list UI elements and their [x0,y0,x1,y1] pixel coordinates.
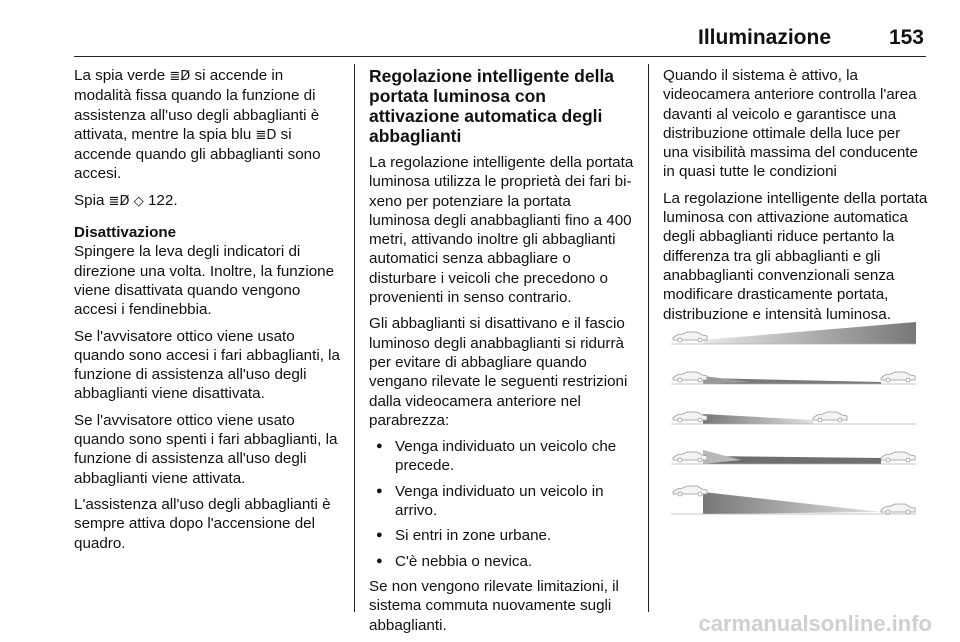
column-right [663,66,928,331]
column-middle [369,66,635,642]
section-heading: Regolazione intelligente della portata luminosa con attivazione automatica degli abbaglianti [369,66,615,146]
car-icon [673,372,707,382]
page-number: 153 [888,26,924,49]
high-beam-assist-icon: ≣D̸ [169,69,191,84]
car-icon [813,412,847,422]
watermark: carmanualsonline.info [698,611,932,636]
beam-scene-2 [671,372,916,384]
car-icon [881,452,915,462]
paragraph: Quando il sistema è attivo, la videocamera anteriore controlla l'area davanti al veicolo e garantisce una distribuzione ottimale della luce per una visibilità massima del conducente in quasi tutte le condizioni [663,67,918,181]
car-icon [881,504,915,514]
paragraph: Se l'avvisatore ottico viene usato quando sono spenti i fari abbaglianti, la funzione di assistenza all'uso degli abbaglianti viene attivata. [74,411,338,487]
subheading-disattivazione: Disattivazione [74,224,177,242]
page-header [74,26,926,57]
car-icon [673,452,707,462]
restrictions-list [369,437,635,571]
car-icon [673,332,707,342]
column-divider [648,64,649,612]
beam-scene-5 [671,486,916,514]
list-item: ● Venga individuato un veicolo in arrivo. [369,482,635,521]
beam-scene-1 [671,322,916,344]
beam-scene-3 [671,412,916,424]
car-icon [673,486,707,496]
paragraph: Gli abbaglianti si disattivano e il fascio luminoso degli anabbaglianti si ridurrà per evitare di abbagliare quando vengano rilevate le seguenti restrizioni dalla videocamera anteriore nel parabrezza: [369,315,628,429]
car-icon [673,412,707,422]
paragraph: L'assistenza all'uso degli abbaglianti è sempre attiva dopo l'accensione del quadro. [74,495,331,552]
page-reference-icon[interactable]: ◇ [133,193,144,209]
paragraph: La regolazione intelligente della portata luminosa con attivazione automatica degli abbaglianti riduce pertanto la differenza tra gli abbaglianti e gli anabbaglianti convenzionali senza modificare drasticamente portata, distribuzione e intensità luminosa. [663,189,928,323]
list-item: ● C'è nebbia o nevica. [369,552,635,571]
car-icon [881,372,915,382]
high-beam-assist-icon: ≣D̸ [108,193,130,209]
paragraph: Spingere la leva degli indicatori di direzione una volta. Inoltre, la funzione viene disattivata quando vengono accesi i fendinebbia. [74,243,335,319]
paragraph: La regolazione intelligente della portata luminosa utilizza le proprietà dei fari bi-xeno per potenziare la portata luminosa degli anabbaglianti fino a 400 metri, attivando inoltre gli abbaglianti automatici senza abbagliare o disturbare i veicoli che precedono o provenienti in senso contrario. [369,154,634,307]
high-beam-icon: ≣D [255,127,277,143]
chapter-title: Illuminazione [697,26,831,49]
beam-illustration [671,316,926,526]
column-left [74,66,342,560]
list-item: ● Si entri in zone urbane. [369,526,635,545]
paragraph-reference: Spia ≣D̸ ◇ 122. [74,191,178,209]
list-item: ● Venga individuato un veicolo che precede. [369,437,635,476]
paragraph: Se non vengono rilevate limitazioni, il sistema commuta nuovamente sugli abbaglianti. [369,577,619,634]
column-divider [354,64,355,612]
paragraph-indicator: La spia verde ≣D̸ si accende in modalità fissa quando la funzione di assistenza all'uso degli abbaglianti è attivata, mentre la spia blu ≣D si accende quando gli abbaglianti sono accesi. [74,67,321,183]
paragraph: Se l'avvisatore ottico viene usato quando sono accesi i fari abbaglianti, la funzione di assistenza all'uso degli abbaglianti viene disattivata. [74,327,340,403]
beam-scene-4 [671,450,916,464]
